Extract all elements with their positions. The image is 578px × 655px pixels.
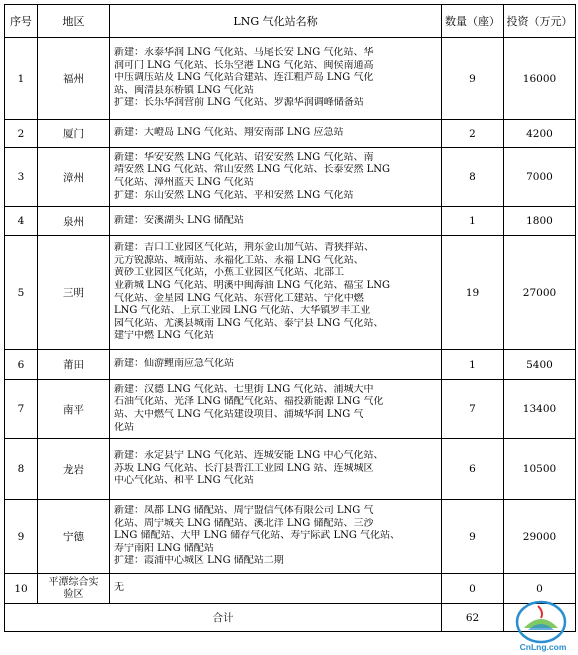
station-line: LNG 储配站、大甲 LNG 储存气化站、寿宁际武 LNG 气化站、 xyxy=(114,530,401,542)
row-investment: 5400 xyxy=(504,350,576,380)
station-line: 建宁中燃 LNG 气化站 xyxy=(114,330,214,342)
table-row xyxy=(5,148,576,207)
table-row xyxy=(5,350,576,380)
table-row xyxy=(5,439,576,500)
table-row xyxy=(5,207,576,236)
row-count: 9 xyxy=(442,500,504,574)
row-station-names xyxy=(110,500,442,574)
table-row xyxy=(5,120,576,148)
station-line: 新建：汉德 LNG 气化站、七里街 LNG 气化站、浦城大中 xyxy=(114,383,374,395)
row-index: 6 xyxy=(5,350,38,380)
row-investment: 4200 xyxy=(504,120,576,148)
station-line: 元方锐源站、城南站、永福化工站、永福 LNG 气化站、 xyxy=(114,254,364,266)
station-line: 新建：仙游鲤南应急气化站 xyxy=(114,358,234,370)
row-region: 莆田 xyxy=(38,350,110,380)
total-row xyxy=(5,604,576,632)
row-region: 三明 xyxy=(38,236,110,350)
table-body xyxy=(5,38,576,632)
station-line: 气化站、漳州蓝天 LNG 气化站 xyxy=(114,177,254,188)
row-station-names xyxy=(110,38,442,120)
row-investment: 29000 xyxy=(504,500,576,574)
header-investment: 投资（万元） xyxy=(504,5,576,38)
station-line: LNG 气化站、上京工业园 LNG 气化站、大华镇罗丰工业 xyxy=(114,305,371,317)
total-count: 62 xyxy=(442,604,504,632)
row-index: 9 xyxy=(5,500,38,574)
station-line: 靖安然 LNG 气化站、常山安然 LNG 气化站、长泰安然 LNG xyxy=(114,164,391,176)
station-line: 中压调压站及 LNG 气化站合建站、连江粗芦岛 LNG 气化 xyxy=(114,72,374,84)
row-region: 泉州 xyxy=(38,207,110,236)
station-line: 气化站、金星园 LNG 气化站、东营化工建站、宁化中燃 xyxy=(114,292,364,304)
cnlng-logo-icon xyxy=(508,600,578,655)
lng-station-table xyxy=(4,4,576,632)
table-row xyxy=(5,380,576,439)
station-line: 苏坂 LNG 气化站、长汀县晋江工业园 LNG 站、连城城区 xyxy=(114,462,374,474)
row-index: 3 xyxy=(5,148,38,207)
row-investment: 16000 xyxy=(504,38,576,120)
station-line: 新建：吉口工业园区气化站，荆东金山加气站、青狭拌站、 xyxy=(114,242,374,254)
row-station-names xyxy=(110,120,442,148)
row-region: 漳州 xyxy=(38,148,110,207)
header-region: 地区 xyxy=(38,5,110,38)
row-region: 南平 xyxy=(38,380,110,439)
station-line: 新建：华安安然 LNG 气化站、诏安安然 LNG 气化站、南 xyxy=(114,151,374,163)
row-count: 19 xyxy=(442,236,504,350)
station-line: 寿宁南阳 LNG 储配站 xyxy=(114,542,214,554)
row-count: 7 xyxy=(442,380,504,439)
row-investment: 27000 xyxy=(504,236,576,350)
row-station-names xyxy=(110,574,442,604)
row-station-names xyxy=(110,236,442,350)
station-line: 站、闽清县东桥镇 LNG 气化站 xyxy=(114,84,254,96)
station-line: 业新城 LNG 气化站、明溪中闽海油 LNG 气化站、福宝 LNG xyxy=(114,279,391,291)
header-index: 序号 xyxy=(5,5,38,38)
station-line: 石油气化站、光泽 LNG 储配气化站、福投新能源 LNG 气化 xyxy=(114,396,384,408)
station-line: 站、大中燃气 LNG 气化站建设项目、浦城华润 LNG 气 xyxy=(114,409,364,420)
row-region: 宁德 xyxy=(38,500,110,574)
station-line: 扩建：东山安然 LNG 气化站、平和安然 LNG 气化站 xyxy=(114,189,354,201)
table-header-row xyxy=(5,5,576,38)
station-line: 扩建：长乐华润营前 LNG 气化站、罗源华润调峰储备站 xyxy=(114,97,364,109)
row-count: 1 xyxy=(442,350,504,380)
row-count: 1 xyxy=(442,207,504,236)
row-index: 8 xyxy=(5,439,38,500)
station-line: 新建：永泰华润 LNG 气化站、马尾长安 LNG 气化站、华 xyxy=(114,47,374,59)
row-investment: 13400 xyxy=(504,380,576,439)
station-line: 中心气化站、和平 LNG 气化站 xyxy=(114,475,254,487)
row-station-names xyxy=(110,148,442,207)
row-investment: 1800 xyxy=(504,207,576,236)
station-line: 化站、周宁城关 LNG 储配站、溪北洋 LNG 储配站、三沙 xyxy=(114,517,374,529)
row-index: 10 xyxy=(5,574,38,604)
row-region: 龙岩 xyxy=(38,439,110,500)
row-index: 5 xyxy=(5,236,38,350)
row-station-names xyxy=(110,207,442,236)
station-line: 新建：大嶝岛 LNG 气化站、翔安南部 LNG 应急站 xyxy=(114,127,344,139)
row-station-names xyxy=(110,439,442,500)
row-count: 9 xyxy=(442,38,504,120)
header-count: 数量（座） xyxy=(442,5,504,38)
row-investment: 7000 xyxy=(504,148,576,207)
row-region: 厦门 xyxy=(38,120,110,148)
row-index: 4 xyxy=(5,207,38,236)
station-line: 无 xyxy=(114,582,124,594)
row-index: 7 xyxy=(5,380,38,439)
row-station-names xyxy=(110,350,442,380)
row-index: 1 xyxy=(5,38,38,120)
row-count: 0 xyxy=(442,574,504,604)
station-line: 新建：安溪湖头 LNG 储配站 xyxy=(114,214,244,226)
row-index: 2 xyxy=(5,120,38,148)
station-line: 润可门 LNG 气化站、长乐空港 LNG 气化站、闽侯南通高 xyxy=(114,59,374,71)
station-line: 扩建：霞浦中心城区 LNG 储配站二期 xyxy=(114,555,284,567)
table-row xyxy=(5,574,576,604)
row-region: 平潭综合实验区 xyxy=(38,574,110,604)
row-count: 2 xyxy=(442,120,504,148)
row-count: 6 xyxy=(442,439,504,500)
table-row xyxy=(5,500,576,574)
row-count: 8 xyxy=(442,148,504,207)
watermark-text: CnLng.com xyxy=(519,642,567,652)
table-row xyxy=(5,38,576,120)
station-line: 新建：永定县宁 LNG 气化站、连城安能 LNG 中心气化站、 xyxy=(114,450,384,462)
station-line: 新建：凤都 LNG 储配站、周宁盟信气体有限公司 LNG 气 xyxy=(114,505,374,517)
station-line: 园气化站、尤溪县城南 LNG 气化站、泰宁县 LNG 气化站、 xyxy=(114,317,384,329)
total-label: 合计 xyxy=(5,604,442,632)
row-investment: 10500 xyxy=(504,439,576,500)
station-line: 化站 xyxy=(114,421,134,433)
row-investment: 0 xyxy=(504,574,576,604)
row-station-names xyxy=(110,380,442,439)
table-row xyxy=(5,236,576,350)
station-line: 黄砂工业园区气化站，小蕉工业园区气化站、北部工 xyxy=(114,267,344,279)
header-names: LNG 气化站名称 xyxy=(110,5,442,38)
row-region: 福州 xyxy=(38,38,110,120)
